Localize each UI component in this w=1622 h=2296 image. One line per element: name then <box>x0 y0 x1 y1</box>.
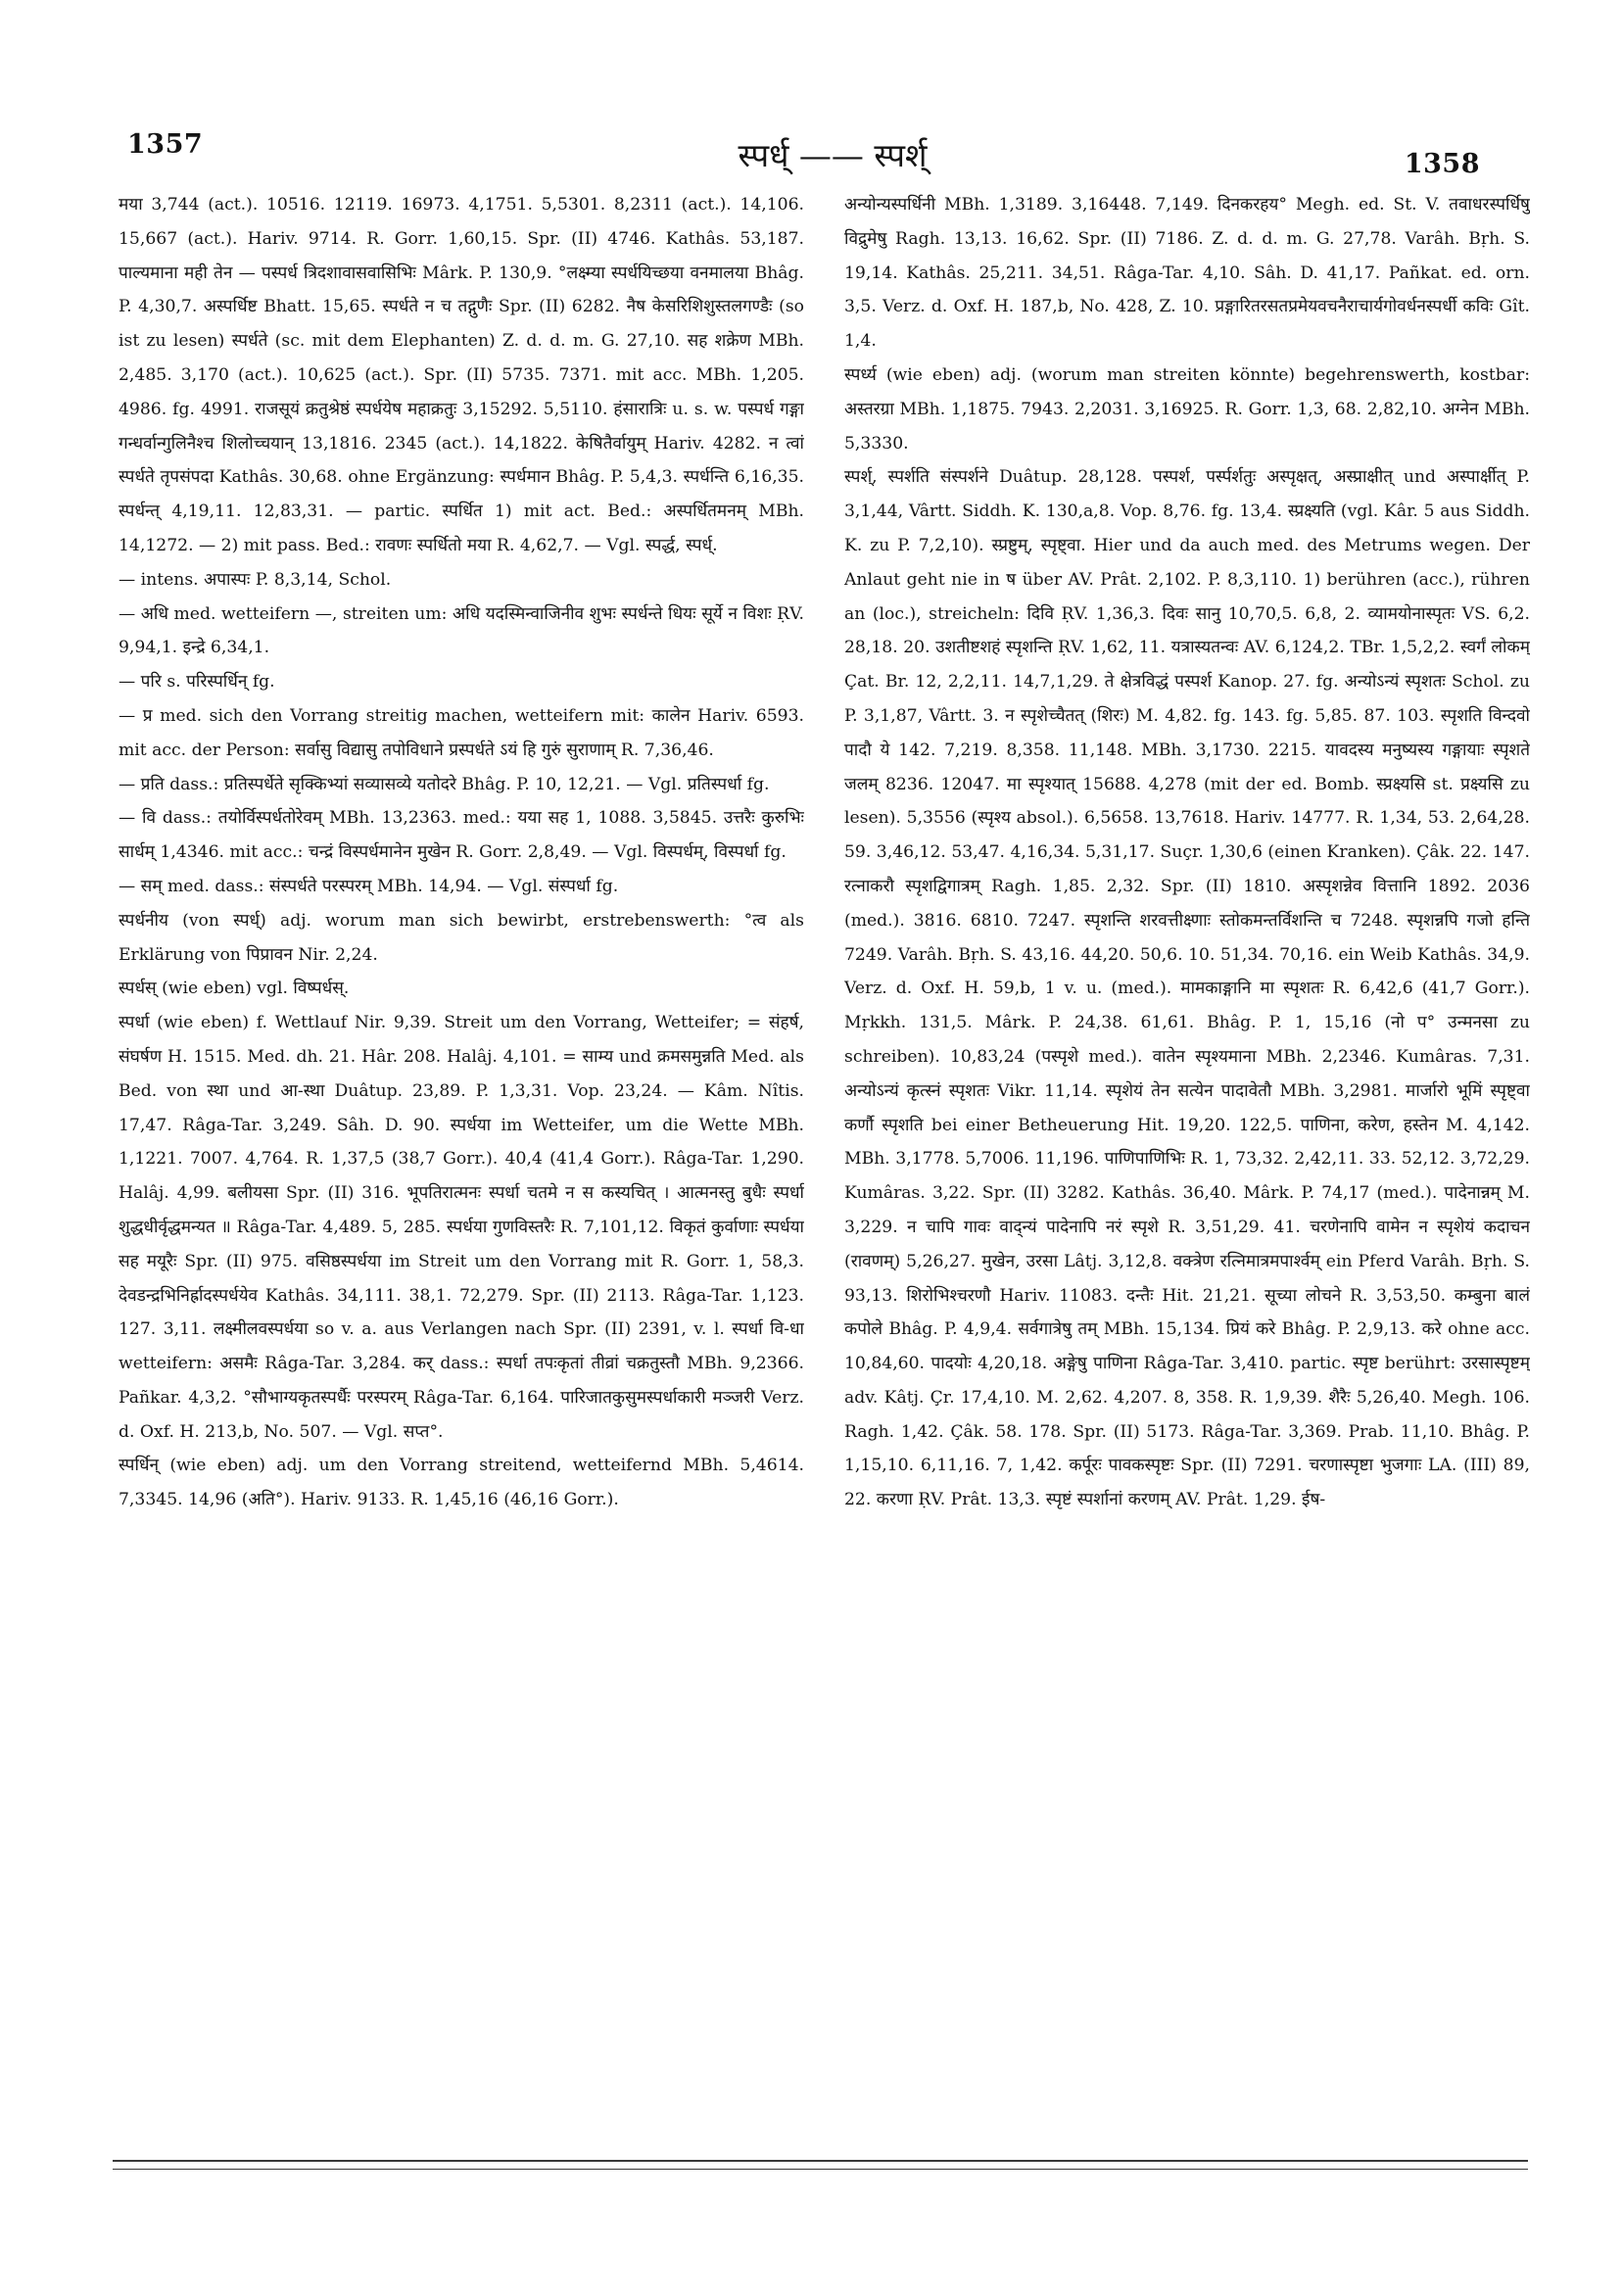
page-header <box>0 0 1622 186</box>
entry-pari: — परि s. परिस्पर्धिन् fg. <box>119 672 275 693</box>
page-number-left: 1357 <box>127 129 204 160</box>
entry-spardhin: स्पर्धिन् (wie eben) adj. um den Vorrang streitend, wetteifernd MBh. 5,4614. 7,3345. 14,96 (अति°). Hariv. 9133. R. 1,45,16 (46,16 Gorr.). <box>119 1456 804 1510</box>
entry-spardha: स्पर्धा (wie eben) f. Wettlauf Nir. 9,39. Streit um den Vorrang, Wetteifer; = संहर्ष, संघर्षण H. 1515. Med. dh. 21. Hâr. 208. Halâj. 4,101. = साम्य und क्रमसमुन्नति Med. als Bed. von स्था und आ-स्था Duâtup. 23,89. P. 1,3,31. Vop. 23,24. — Kâm. Nîtis. 17,47. Râga-Tar. 3,249. Sâh. D. 90. स्पर्धया im Wetteifer, um die Wette MBh. 1,1221. 7007. 4,764. R. 1,37,5 (38,7 Gorr.). 40,4 (41,4 Gorr.). Râga-Tar. 1,290. Halâj. 4,99. बलीयसा Spr. (II) 316. भूपतिरात्मनः स्पर्धा चतमे न स कस्यचित् । आत्मनस्तु बुधैः स्पर्धा शुद्धधीर्वृद्धमन्यत ॥ Râga-Tar. 4,489. 5, 285. स्पर्धया गुणविस्तरैः R. 7,101,12. विकृतं कुर्वाणाः स्पर्धया सह मयूरैः Spr. (II) 975. वसिष्ठस्पर्धया im Streit um den Vorrang mit R. Gorr. 1, 58,3. देवडन्द्रभिनिर्ह्रादस्पर्धयेव Kathâs. 34,111. 38,1. 72,279. Spr. (II) 2113. Râga-Tar. 1,123. 127. 3,11. लक्ष्मीलवस्पर्धया so v. a. aus Verlangen nach Spr. (II) 2391, v. l. स्पर्धा वि-धा wetteifern: असमैः Râga-Tar. 3,284. कर् dass.: स्पर्धा तपःकृतां तीव्रां चक्रतुस्तौ MBh. 9,2366. Pañkar. 4,3,2. °सौभाग्यकृतस्पर्धैः परस्परम् Râga-Tar. 6,164. पारिजातकुसुमस्पर्धाकारी मञ्जरी Verz. d. Oxf. H. 213,b, No. 507. — Vgl. सप्त°. <box>119 1013 804 1442</box>
entry-adhi: — अधि med. wetteifern —, streiten um: अधि यदस्मिन्वाजिनीव शुभः स्पर्धन्ते धियः सूर्ये न विशः ṚV. 9,94,1. इन्द्रे 6,34,1. <box>119 603 804 658</box>
entry-sam: — सम् med. dass.: संस्पर्धते परस्परम् MBh. 14,94. — Vgl. संस्पर्धा fg. <box>119 876 619 896</box>
footer-rule-thin <box>113 2169 1528 2170</box>
left-column <box>119 188 804 2132</box>
entry-spardhin-continued: अन्योन्यस्पर्धिनी MBh. 1,3189. 3,16448. 7,149. दिनकरहय° Megh. ed. St. V. तवाधरस्पर्धिषु विद्रुमेषु Ragh. 13,13. 16,62. Spr. (II) 7186. Z. d. d. m. G. 27,78. Varâh. Bṛh. S. 19,14. Kathâs. 25,211. 34,51. Râga-Tar. 4,10. Sâh. D. 41,17. Pañkat. ed. orn. 3,5. Verz. d. Oxf. H. 187,b, No. 428, Z. 10. प्रङ्गारितरसतप्रमेयवचनैराचार्यगोवर्धनस्पर्धी कविः Gît. 1,4. <box>844 195 1530 352</box>
entry-prati: — प्रति dass.: प्रतिस्पर्धेते सृक्किभ्यां सव्यासव्ये यतोदरे Bhâg. P. 10, 12,21. — Vgl. प्रतिस्पर्धा fg. <box>119 774 770 794</box>
entry-spardh-continued: मया 3,744 (act.). 10516. 12119. 16973. 4,1751. 5,5301. 8,2311 (act.). 14,106. 15,667 (act.). Hariv. 9714. R. Gorr. 1,60,15. Spr. (II) 4746. Kathâs. 53,187. पाल्यमाना मही तेन — पस्पर्ध त्रिदशावासवासिभिः Mârk. P. 130,9. °लक्ष्म्या स्पर्धयिच्छया वनमालया Bhâg. P. 4,30,7. अस्पर्धिष्ट Bhatt. 15,65. स्पर्धते न च तद्गुणैः Spr. (II) 6282. नैष केसरिशिशुस्तलगण्डैः (so ist zu lesen) स्पर्धते (sc. mit dem Elephanten) Z. d. d. m. G. 27,10. सह शक्रेण MBh. 2,485. 3,170 (act.). 10,625 (act.). Spr. (II) 5735. 7371. mit acc. MBh. 1,205. 4986. fg. 4991. राजसूयं क्रतुश्रेष्ठं स्पर्धयेष महाक्रतुः 3,15292. 5,5110. हंसारात्रिः u. s. w. पस्पर्ध गङ्गा गन्धर्वान्गुलिनैश्च शिलोच्चयान् 13,1816. 2345 (act.). 14,1822. केषितैर्वायुम् Hariv. 4282. न त्वां स्पर्धते तृपसंपदा Kathâs. 30,68. ohne Ergänzung: स्पर्धमान Bhâg. P. 5,4,3. स्पर्धन्ति 6,16,35. स्पर्धन्त् 4,19,11. 12,83,31. — partic. स्पर्धित 1) mit act. Bed.: अस्पर्धितमनम् MBh. 14,1272. — 2) mit pass. Bed.: रावणः स्पर्धितो मया R. 4,62,7. — Vgl. स्पर्द्ध, स्पर्ध्. <box>119 195 804 555</box>
entry-spardhaniya: स्पर्धनीय (von स्पर्ध्) adj. worum man sich bewirbt, erstrebenswerth: °त्व als Erklärung von पिप्रावन Nir. 2,24. <box>119 910 804 965</box>
running-head: स्पर्ध् —— स्पर्श् <box>738 136 928 174</box>
entry-spardhas: स्पर्धस् (wie eben) vgl. विष्पर्धस्. <box>119 979 350 999</box>
page-number-right: 1358 <box>1404 149 1480 179</box>
entry-pra: — प्र med. sich den Vorrang streitig machen, wetteifern mit: कालेन Hariv. 6593. mit acc. der Person: सर्वासु विद्यासु तपोविधाने प्रस्पर्धते ऽयं हि गुरुं सुराणाम् R. 7,36,46. <box>119 705 804 760</box>
entry-spardhya: स्पर्ध्य (wie eben) adj. (worum man streiten könnte) begehrenswerth, kostbar: अस्तरग्रा MBh. 1,1875. 7943. 2,2031. 3,16925. R. Gorr. 1,3, 68. 2,82,10. अग्नेन MBh. 5,3330. <box>844 364 1530 454</box>
entry-vi: — वि dass.: तयोर्विस्पर्धतोरेवम् MBh. 13,2363. med.: यया सह 1, 1088. 3,5845. उत्तरैः कुरुभिः सार्धम् 1,4346. mit acc.: चन्द्रं विस्पर्धमानेन मुखेन R. Gorr. 2,8,49. — Vgl. विस्पर्धम्, विस्पर्धा fg. <box>119 808 804 863</box>
footer-rule <box>113 2160 1528 2162</box>
entry-intens: — intens. अपास्पः P. 8,3,14, Schol. <box>119 569 392 590</box>
entry-sparsh: स्पर्श्, स्पर्शति संस्पर्शने Duâtup. 28,128. पस्पर्श, पर्स्पर्शतुः अस्पृक्षत्, अस्प्राक्षीत् und अस्पार्क्षीत् P. 3,1,44, Vârtt. Siddh. K. 130,a,8. Vop. 8,76. fg. 13,4. स्प्रक्ष्यति (vgl. Kâr. 5 aus Siddh. K. zu P. 7,2,10). स्प्रष्टुम्, स्पृष्ट्वा. Hier und da auch med. des Metrums wegen. Der Anlaut geht nie in ष über AV. Prât. 2,102. P. 8,3,110. 1) berühren (acc.), rühren an (loc.), streicheln: दिवि ṚV. 1,36,3. दिवः सानु 10,70,5. 6,8, 2. व्यामयोनास्पृतः VS. 6,2. 28,18. 20. उशतीष्टशहं स्पृशन्ति ṚV. 1,62, 11. यत्रास्यतन्वः AV. 6,124,2. TBr. 1,5,2,2. स्वर्गं लोकम् Çat. Br. 12, 2,2,11. 14,7,1,29. ते क्षेत्रविद्धं पस्पर्श Kanop. 27. fg. अन्योऽन्यं स्पृशतः Schol. zu P. 3,1,87, Vârtt. 3. न स्पृशेच्चैतत् (शिरः) M. 4,82. fg. 143. fg. 5,85. 87. 103. स्पृशति विन्दवो पादौ ये 142. 7,219. 8,358. 11,148. MBh. 3,1730. 2215. यावदस्य मनुष्यस्य गङ्गायाः स्पृशते जलम् 8236. 12047. मा स्पृश्यात् 15688. 4,278 (mit der ed. Bomb. स्प्रक्ष्यसि st. प्रक्ष्यसि zu lesen). 5,3556 (स्पृश्य absol.). 6,5658. 13,7618. Hariv. 14777. R. 1,34, 53. 2,64,28. 59. 3,46,12. 53,47. 4,16,34. 5,31,17. Suçr. 1,30,6 (einen Kranken). Çâk. 22. 147. रत्नाकरौ स्पृशद्विगात्रम् Ragh. 1,85. 2,32. Spr. (II) 1810. अस्पृशन्नेव वित्तानि 1892. 2036 (med.). 3816. 6810. 7247. स्पृशन्ति शरवत्तीक्ष्णाः स्तोकमन्तर्विशन्ति च 7248. स्पृशन्नपि गजो हन्ति 7249. Varâh. Bṛh. S. 43,16. 44,20. 50,6. 10. 51,34. 70,16. ein Weib Kathâs. 34,9. Verz. d. Oxf. H. 59,b, 1 v. u. (med.). मामकाङ्गानि मा स्पृशतः R. 6,42,6 (41,7 Gorr.). Mṛkkh. 131,5. Mârk. P. 24,38. 61,61. Bhâg. P. 1, 15,16 (नो प° उन्मनसा zu schreiben). 10,83,24 (पस्पृशे med.). वातेन स्पृश्यमाना MBh. 2,2346. Kumâras. 7,31. अन्योऽन्यं कृत्स्नं स्पृशतः Vikr. 11,14. स्पृशेयं तेन सत्येन पादावेतौ MBh. 3,2981. मार्जारो भूमिं स्पृष्ट्वा कर्णौ स्पृशति bei einer Betheuerung Hit. 19,20. 122,5. पाणिना, करेण, हस्तेन M. 4,142. MBh. 3,1778. 5,7006. 11,196. पाणिपाणिभिः R. 1, 73,32. 2,42,11. 33. 52,12. 3,72,29. Kumâras. 3,22. Spr. (II) 3282. Kathâs. 36,40. Mârk. P. 74,17 (med.). पादेनान्नम् M. 3,229. न चापि गावः वाद्न्यं पादेनापि नरं स्पृशे R. 3,51,29. 41. चरणेनापि वामेन न स्पृशेयं कदाचन (रावणम्) 5,26,27. मुखेन, उरसा Lâtj. 3,12,8. वक्त्रेण रत्निमात्रमपार्श्वम् ein Pferd Varâh. Bṛh. S. 93,13. शिरोभिश्चरणौ Hariv. 11083. दन्तैः Hit. 21,21. सूच्या लोचने R. 3,53,50. कम्बुना बालं कपोले Bhâg. P. 4,9,4. सर्वगात्रेषु तम् MBh. 15,134. प्रियं करे Bhâg. P. 2,9,13. करे ohne acc. 10,84,60. पादयोः 4,20,18. अङ्गेषु पाणिना Râga-Tar. 3,410. partic. स्पृष्ट berührt: उरसास्पृष्टम् adv. Kâtj. Çr. 17,4,10. M. 2,62. 4,207. 8, 358. R. 1,9,39. शैरैः 5,26,40. Megh. 106. Ragh. 1,42. Çâk. 58. 178. Spr. (II) 5173. Râga-Tar. 3,369. Prab. 11,10. Bhâg. P. 1,15,10. 6,11,16. 7, 1,42. कर्पूरः पावकस्पृष्टः Spr. (II) 7291. चरणास्पृष्टा भुजगाः LA. (III) 89, 22. करणा ṚV. Prât. 13,3. स्पृष्टं स्पर्शानां करणम् AV. Prât. 1,29. ईष- <box>844 467 1530 1510</box>
right-column <box>844 188 1530 2132</box>
